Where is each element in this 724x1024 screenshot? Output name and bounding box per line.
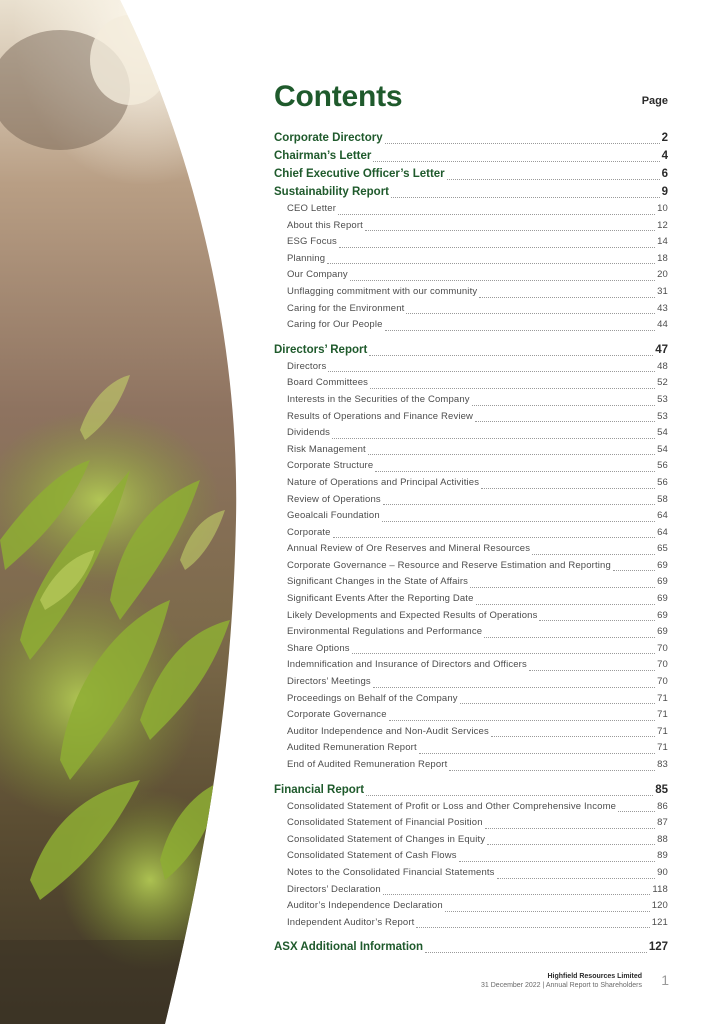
toc-entry-label: Annual Review of Ore Reserves and Mineral Resources [287,543,531,555]
toc-entry-label: Likely Developments and Expected Results of Operations [287,609,538,621]
dot-leader [497,878,656,879]
toc-entry-label: Unflagging commitment with our community [287,285,478,297]
dot-leader [385,330,656,331]
dot-leader [383,894,651,895]
dot-leader [406,313,655,314]
dot-leader [368,454,655,455]
toc-entry-page: 83 [657,759,668,770]
dot-leader [487,844,655,845]
toc-section-page: 85 [655,783,668,796]
toc-section-label: Sustainability Report [274,186,390,198]
toc-entry-page: 71 [657,709,668,721]
toc-section-page: 4 [661,150,668,162]
toc-section-page: 6 [661,168,668,180]
toc-entry-page: 10 [657,203,668,214]
toc-entry[interactable] [274,624,668,641]
footer-company: Highfield Resources Limited [547,973,642,980]
toc-entry-page: 70 [657,676,668,688]
toc-entry-page: 65 [657,543,668,555]
toc-entry-page: 53 [657,393,668,405]
toc-entry[interactable] [274,641,668,658]
toc-entry-label: Nature of Operations and Principal Activities [287,476,480,488]
toc-entry[interactable] [274,832,668,849]
toc-section[interactable] [274,781,668,799]
toc-entry-page: 120 [651,900,668,912]
toc-entry-page: 90 [657,866,668,878]
toc-entry-page: 12 [657,219,668,231]
dot-leader [391,197,660,198]
dot-leader [333,537,656,538]
dot-leader [338,214,655,215]
toc-entry-page: 64 [657,510,668,522]
toc-entry[interactable] [274,674,668,691]
toc-entry[interactable] [274,508,668,525]
toc-entry-page: 88 [657,833,668,845]
dot-leader [332,438,655,439]
dot-leader [613,570,655,571]
dot-leader [445,911,650,912]
toc-entry-page: 69 [657,593,668,605]
toc-entry-label: Our Company [287,269,348,281]
toc-entry[interactable] [274,201,668,218]
toc-entry[interactable] [274,898,668,915]
toc-section-label: ASX Additional Information [274,941,424,954]
toc-entry-label: Significant Events After the Reporting Date [287,593,474,605]
dot-leader [539,620,655,621]
dot-leader [373,687,655,688]
toc-section-page: 127 [648,941,668,954]
toc-entry[interactable] [274,492,668,509]
dot-leader [472,405,655,406]
dot-leader [369,355,653,356]
toc-entry-label: Caring for Our People [287,319,383,331]
toc-entry-label: Indemnification and Insurance of Directors and Officers [287,659,527,671]
toc-entry-page: 87 [657,817,668,829]
toc-entry[interactable] [274,218,668,235]
toc-section-label: Chairman’s Letter [274,150,372,162]
toc-entry-label: Corporate Governance – Resource and Reserve Estimation and Reporting [287,559,611,571]
toc-entry-label: Caring for the Environment [287,302,405,314]
toc-entry[interactable] [274,541,668,558]
dot-leader [365,230,655,231]
toc-entry-label: Significant Changes in the State of Affairs [287,576,469,588]
toc-entry-page: 69 [657,626,668,638]
toc-entry-label: Directors’ Meetings [287,676,371,688]
dot-leader [449,770,655,771]
toc-entry-label: Independent Auditor’s Report [287,916,415,928]
dot-leader [366,795,653,796]
toc-entry-label: ESG Focus [287,236,337,248]
toc-entry-label: About this Report [287,219,363,231]
dot-leader [491,736,655,737]
toc-entry-page: 43 [657,302,668,314]
dot-leader [532,554,655,555]
toc-entry[interactable] [274,317,668,334]
footer-subtitle: 31 December 2022 | Annual Report to Shareholders [481,982,642,989]
toc-entry-page: 20 [657,269,668,281]
page-title: Contents [274,80,403,113]
toc-entry-label: Review of Operations [287,493,381,505]
toc-entry-page: 48 [657,360,668,372]
toc-entry[interactable] [274,525,668,542]
toc-entry[interactable] [274,251,668,268]
toc-entry[interactable] [274,267,668,284]
toc-entry[interactable] [274,657,668,674]
dot-leader [339,247,655,248]
toc-entry-label: Auditor’s Independence Declaration [287,900,443,912]
toc-entry[interactable] [274,234,668,251]
toc-section-label: Directors’ Report [274,343,368,356]
toc-entry-label: Consolidated Statement of Profit or Loss and Other Comprehensive Income [287,800,617,812]
dot-leader [485,828,655,829]
dot-leader [327,263,655,264]
toc-section-label: Corporate Directory [274,132,383,144]
toc-entry[interactable] [274,608,668,625]
dot-leader [484,637,655,638]
dot-leader [419,753,655,754]
toc-entry-page: 70 [657,642,668,654]
toc-entry-page: 89 [657,850,668,862]
toc-entry[interactable] [274,724,668,741]
dot-leader [447,179,660,180]
toc-entry-page: 64 [657,526,668,538]
toc-section[interactable] [274,183,668,201]
dot-leader [618,811,655,812]
toc-section-label: Chief Executive Officer’s Letter [274,168,445,180]
toc-entry-label: Directors [287,360,327,372]
toc-entry-page: 31 [657,285,668,297]
toc-entry-label: Geoalcali Foundation [287,510,380,522]
dot-leader [475,421,655,422]
toc-entry[interactable] [274,475,668,492]
toc-entry-page: 44 [657,319,668,331]
dot-leader [373,161,659,162]
dot-leader [416,927,649,928]
toc-entry-label: Corporate Structure [287,460,374,472]
toc-entry-label: Corporate [287,526,331,538]
footer-page-number: 1 [661,972,669,988]
toc-entry-label: Directors’ Declaration [287,883,381,895]
toc-entry[interactable] [274,707,668,724]
toc-entry[interactable] [274,799,668,816]
toc-entry[interactable] [274,359,668,376]
toc-entry-page: 86 [657,800,668,812]
toc-entry-page: 56 [657,460,668,472]
toc-entry-label: Dividends [287,427,331,439]
toc-entry-label: Interests in the Securities of the Company [287,393,470,405]
toc-entry[interactable] [274,815,668,832]
toc-section[interactable] [274,165,668,183]
toc-entry-page: 70 [657,659,668,671]
toc-entry-label: Notes to the Consolidated Financial Statements [287,866,495,878]
dot-leader [476,604,656,605]
toc-section-page: 47 [655,343,668,356]
toc-entry[interactable] [274,425,668,442]
table-of-contents [274,129,668,956]
dot-leader [481,488,655,489]
toc-entry-page: 69 [657,576,668,588]
toc-entry[interactable] [274,574,668,591]
toc-entry[interactable] [274,284,668,301]
toc-entry-label: Board Committees [287,377,369,389]
dot-leader [352,653,655,654]
toc-section[interactable] [274,147,668,165]
toc-entry-label: Results of Operations and Finance Review [287,410,474,422]
toc-entry[interactable] [274,882,668,899]
toc-entry-label: End of Audited Remuneration Report [287,759,448,770]
toc-entry-label: Proceedings on Behalf of the Company [287,692,458,704]
toc-entry[interactable] [274,442,668,459]
toc-entry[interactable] [274,865,668,882]
toc-entry[interactable] [274,591,668,608]
toc-entry-label: Audited Remuneration Report [287,742,417,754]
toc-entry[interactable] [274,458,668,475]
dot-leader [375,471,655,472]
dot-leader [328,371,655,372]
toc-entry-page: 52 [657,377,668,389]
toc-entry-label: Share Options [287,642,350,654]
toc-section[interactable] [274,341,668,359]
toc-entry[interactable] [274,558,668,575]
toc-entry-page: 54 [657,427,668,439]
toc-entry-label: Corporate Governance [287,709,387,721]
toc-entry[interactable] [274,409,668,426]
toc-entry-label: Consolidated Statement of Cash Flows [287,850,457,862]
dot-leader [529,670,655,671]
toc-entry-page: 118 [652,883,668,895]
toc-section[interactable] [274,938,668,956]
toc-entry-label: Risk Management [287,443,366,455]
toc-section-page: 9 [661,186,668,198]
toc-entry[interactable] [274,392,668,409]
toc-entry[interactable] [274,740,668,757]
page-column-heading: Page [641,95,668,107]
toc-entry-label: Consolidated Statement of Financial Position [287,817,483,829]
toc-entry-page: 71 [657,725,668,737]
toc-entry-page: 14 [657,236,668,248]
toc-entry-label: Consolidated Statement of Changes in Equity [287,833,486,845]
toc-entry-page: 69 [657,609,668,621]
toc-section-page: 2 [661,132,668,144]
toc-entry-page: 121 [651,916,668,928]
toc-entry-label: Environmental Regulations and Performance [287,626,483,638]
toc-entry-page: 58 [657,493,668,505]
toc-entry[interactable] [274,757,668,774]
toc-entry-page: 56 [657,476,668,488]
toc-entry-page: 53 [657,410,668,422]
dot-leader [389,720,655,721]
toc-entry-page: 69 [657,559,668,571]
toc-entry[interactable] [274,301,668,318]
toc-entry-label: Auditor Independence and Non-Audit Services [287,725,489,737]
toc-entry[interactable] [274,848,668,865]
toc-entry-label: Planning [287,252,326,264]
toc-section-label: Financial Report [274,783,365,796]
toc-entry-page: 54 [657,443,668,455]
toc-entry[interactable] [274,691,668,708]
toc-entry-page: 71 [657,742,668,754]
dot-leader [425,952,647,953]
toc-section[interactable] [274,129,668,147]
toc-entry[interactable] [274,375,668,392]
dot-leader [470,587,655,588]
dot-leader [460,703,655,704]
toc-entry[interactable] [274,915,668,932]
dot-leader [385,143,660,144]
dot-leader [479,297,655,298]
toc-entry-label: CEO Letter [287,203,337,214]
dot-leader [383,504,655,505]
dot-leader [350,280,655,281]
dot-leader [382,521,655,522]
dot-leader [370,388,655,389]
toc-entry-page: 18 [657,252,668,264]
toc-entry-page: 71 [657,692,668,704]
dot-leader [459,861,656,862]
